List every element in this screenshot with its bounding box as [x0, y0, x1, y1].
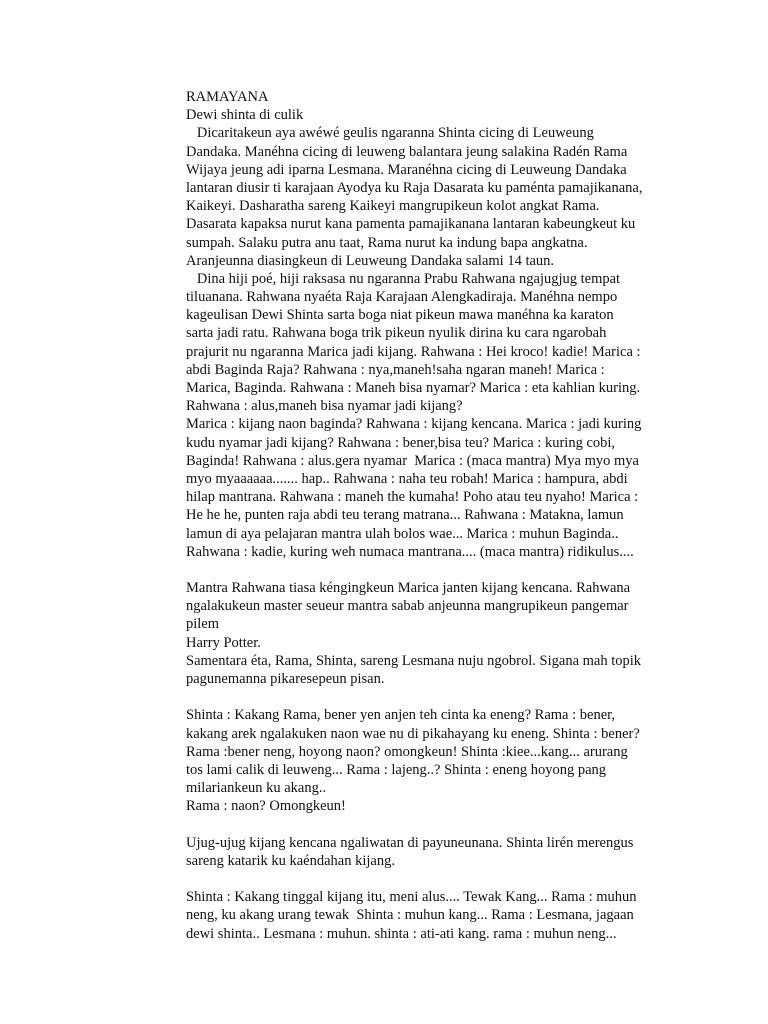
- text-line: Rama : naon? Omongkeun!: [186, 798, 346, 815]
- document-title: RAMAYANA: [186, 89, 269, 105]
- text-line: sarta jadi ratu. Rahwana boga trik pikeun nyulik dirina ku cara ngarobah: [186, 325, 607, 342]
- text-line: Ujug-ujug kijang kencana ngaliwatan di payuneunana. Shinta lirén merengus: [186, 834, 634, 851]
- text-line: sareng katarik ku kaéndahan kijang.: [186, 852, 395, 869]
- text-line: prajurit nu ngaranna Marica jadi kijang. Rahwana : Hei kroco! kadie! Marica :: [186, 343, 641, 360]
- text-line: tos lami calik di leuweng... Rama : lajeng..? Shinta : eneng hoyong pang: [186, 761, 607, 778]
- text-line: Rama :bener neng, hoyong naon? omongkeun! Shinta :kiee...kang... arurang: [186, 743, 628, 760]
- text-line: Marica : kijang naon baginda? Rahwana : kijang kencana. Marica : jadi kuring: [186, 416, 642, 433]
- text-line: ngalakukeun master seueur mantra sabab anjeunna mangrupikeun pangemar: [186, 598, 629, 615]
- text-line: Dasarata kapaksa nurut kana pamenta pamajikanana lantaran kabeungkeut ku: [186, 216, 636, 233]
- text-line: tiluanana. Rahwana nyaéta Raja Karajaan Alengkadiraja. Manéhna nempo: [186, 289, 618, 306]
- text-line: Dina hiji poé, hiji raksasa nu ngaranna Prabu Rahwana ngajugjug tempat: [186, 270, 621, 287]
- text-line: kudu nyamar jadi kijang? Rahwana : bener,bisa teu? Marica : kuring cobi,: [186, 434, 616, 451]
- blank-line: [186, 688, 666, 706]
- text-line: hilap mantrana. Rahwana : maneh the kumaha! Poho atau teu nyaho! Marica :: [186, 489, 639, 506]
- text-line: Samentara éta, Rama, Shinta, sareng Lesmana nuju ngobrol. Sigana mah topik: [186, 652, 642, 669]
- text-line: Shinta : Kakang Rama, bener yen anjen teh cinta ka eneng? Rama : bener,: [186, 707, 616, 724]
- text-line: lamun di aya pelajaran mantra ulah bolos wae... Marica : muhun Baginda..: [186, 525, 619, 542]
- text-line: Rahwana : kadie, kuring weh numaca mantrana.... (maca mantra) ridikulus....: [186, 543, 634, 560]
- text-line: myo myaaaaaa....... hap.. Rahwana : naha teu robah! Marica : hampura, abdi: [186, 470, 628, 487]
- text-line: kageulisan Dewi Shinta sarta boga niat pikeun mawa manéhna ka karaton: [186, 307, 614, 324]
- text-line: Aranjeunna diasingkeun di Leuweung Dandaka salami 14 taun.: [186, 252, 555, 269]
- text-line: abdi Baginda Raja? Rahwana : nya,maneh!saha ngaran maneh! Marica :: [186, 361, 605, 378]
- document-page: [186, 88, 666, 943]
- text-line: pilem: [186, 616, 220, 633]
- document-subtitle: Dewi shinta di culik: [186, 107, 304, 124]
- text-line: Dicaritakeun aya awéwé geulis ngaranna Shinta cicing di Leuweung: [186, 125, 594, 142]
- blank-line: [186, 870, 666, 888]
- text-line: dewi shinta.. Lesmana : muhun. shinta : ati-ati kang. rama : muhun neng...: [186, 925, 617, 942]
- text-line: kakang arek ngalakuken naon wae nu di pikahayang ku eneng. Shinta : bener?: [186, 725, 640, 742]
- text-line: sumpah. Salaku putra anu taat, Rama nurut ka indung bapa angkatna.: [186, 234, 588, 251]
- text-line: Rahwana : alus,maneh bisa nyamar jadi kijang?: [186, 398, 463, 415]
- text-line: Shinta : Kakang tinggal kijang itu, meni alus.... Tewak Kang... Rama : muhun: [186, 889, 637, 906]
- text-line: lantaran diusir ti karajaan Ayodya ku Raja Dasarata ku paménta pamajikanana,: [186, 179, 643, 196]
- text-line: Baginda! Rahwana : alus.gera nyamar Marica : (maca mantra) Mya myo mya: [186, 452, 639, 469]
- text-line: milariankeun ku akang..: [186, 780, 327, 797]
- text-line: Kaikeyi. Dasharatha sareng Kaikeyi mangrupikeun kolot angkat Rama.: [186, 198, 600, 215]
- text-line: Dandaka. Manéhna cicing di leuweng balantara jeung salakina Radén Rama: [186, 143, 628, 160]
- text-line: pagunemanna pikaresepeun pisan.: [186, 671, 385, 687]
- text-line: Mantra Rahwana tiasa kéngingkeun Marica janten kijang kencana. Rahwana: [186, 580, 631, 597]
- blank-line: [186, 561, 666, 579]
- text-line: He he he, punten raja abdi teu terang matrana... Rahwana : Matakna, lamun: [186, 507, 624, 524]
- text-line: Wijaya jeung adi iparna Lesmana. Maranéhna cicing di Leuweung Dandaka: [186, 161, 627, 178]
- blank-line: [186, 816, 666, 834]
- text-line: Harry Potter.: [186, 634, 261, 651]
- text-line: Marica, Baginda. Rahwana : Maneh bisa nyamar? Marica : eta kahlian kuring.: [186, 380, 641, 396]
- text-line: neng, ku akang urang tewak Shinta : muhun kang... Rama : Lesmana, jagaan: [186, 907, 634, 924]
